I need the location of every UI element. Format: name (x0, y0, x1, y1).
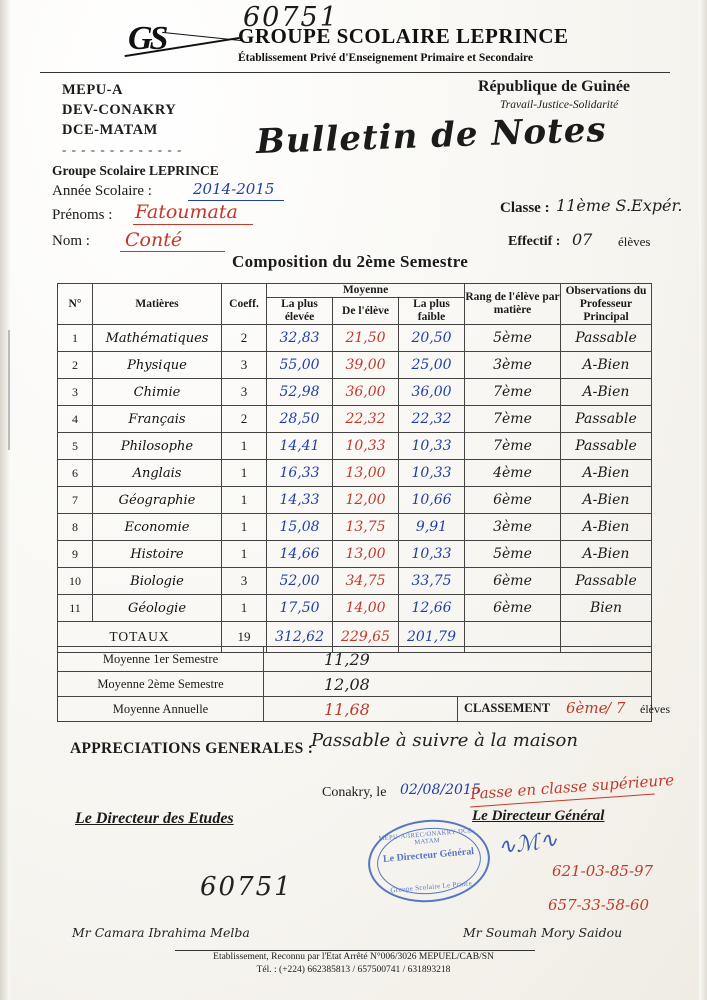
table-row (58, 568, 652, 595)
cell-coeff: 3 (222, 568, 267, 595)
effectif-value: 07 (572, 230, 593, 249)
cell-eleve: 39,00 (333, 352, 399, 379)
table-header-row (58, 284, 652, 298)
cell-basse: 9,91 (399, 514, 465, 541)
cell-no: 8 (58, 514, 93, 541)
totaux-coeff: 19 (222, 622, 267, 653)
ministry-block (62, 80, 176, 140)
cell-coeff: 2 (222, 406, 267, 433)
table-row (58, 487, 652, 514)
cell-rang: 7ème (465, 379, 561, 406)
summary-table (57, 646, 670, 722)
cell-basse: 25,00 (399, 352, 465, 379)
cell-basse: 20,50 (399, 325, 465, 352)
totaux-label: TOTAUX (58, 622, 222, 653)
header-observations: Observations du Professeur Principal (561, 284, 652, 325)
cell-eleve: 12,00 (333, 487, 399, 514)
school-logo (128, 20, 240, 68)
cell-haute: 55,00 (267, 352, 333, 379)
cell-haute: 52,98 (267, 379, 333, 406)
cell-basse: 10,33 (399, 460, 465, 487)
cell-coeff: 1 (222, 541, 267, 568)
stamp-mid-text: Le Directeur Général (382, 846, 475, 865)
signatory-right-name: Mr Soumah Mory Saidou (463, 925, 623, 940)
devise-label: Travail-Justice-Solidarité (500, 99, 619, 111)
logo-text: GS (128, 20, 166, 57)
ministry-line-2: DEV-CONAKRY (62, 102, 177, 118)
cell-obs: A-Bien (561, 541, 652, 568)
cell-obs: Passable (561, 325, 652, 352)
appreciations-label: APPRECIATIONS GENERALES : (70, 740, 314, 757)
cell-no: 11 (58, 595, 93, 622)
cell-no: 10 (58, 568, 93, 595)
cell-no: 6 (58, 460, 93, 487)
footer-divider (175, 950, 535, 951)
cell-no: 5 (58, 433, 93, 460)
cell-obs: Passable (561, 406, 652, 433)
cell-basse: 33,75 (399, 568, 465, 595)
header-de-eleve: De l'élève (333, 298, 399, 325)
cell-rang: 7ème (465, 433, 561, 460)
nom-value: Conté (125, 229, 183, 251)
prenoms-label: Prénoms : (52, 207, 113, 223)
official-stamp (365, 815, 494, 907)
cell-haute: 14,41 (267, 433, 333, 460)
cell-eleve: 22,32 (333, 406, 399, 433)
moy1-value: 11,29 (264, 647, 652, 672)
dashed-divider: - - - - - - - - - - - - - (62, 142, 183, 157)
phone-number-2: 657-33-58-60 (548, 896, 650, 914)
table-row (58, 325, 652, 352)
header-divider (40, 72, 670, 73)
cell-coeff: 1 (222, 460, 267, 487)
classement-label: CLASSEMENT (464, 701, 551, 715)
cell-obs: A-Bien (561, 514, 652, 541)
header-rang: Rang de l'élève par matière (465, 284, 561, 325)
header-no: N° (58, 284, 93, 325)
prenoms-value: Fatoumata (135, 201, 238, 223)
prenoms-underline (133, 224, 253, 225)
cell-eleve: 13,75 (333, 514, 399, 541)
cell-basse: 10,66 (399, 487, 465, 514)
moy-annuelle-label: Moyenne Annuelle (58, 697, 264, 722)
cell-rang: 4ème (465, 460, 561, 487)
cell-coeff: 3 (222, 379, 267, 406)
header-moyenne: Moyenne (267, 284, 465, 298)
cell-eleve: 13,00 (333, 460, 399, 487)
logo-slash2-icon (162, 32, 242, 41)
page-edge-right (699, 0, 707, 1000)
conakry-label: Conakry, le (322, 785, 387, 800)
cell-coeff: 1 (222, 514, 267, 541)
passe-note: Passe en classe supérieure (469, 770, 675, 804)
cell-rang: 7ème (465, 406, 561, 433)
page-edge-left (0, 0, 10, 1000)
cell-matiere: Physique (93, 352, 222, 379)
cell-no: 1 (58, 325, 93, 352)
directeur-general-label: Le Directeur Général (472, 808, 605, 824)
moy2-value: 12,08 (264, 672, 652, 697)
cell-rang: 5ème (465, 325, 561, 352)
table-row (58, 595, 652, 622)
cell-haute: 28,50 (267, 406, 333, 433)
margin-mark (8, 330, 10, 450)
cell-eleve: 13,00 (333, 541, 399, 568)
cell-matiere: Chimie (93, 379, 222, 406)
grades-table (57, 283, 652, 653)
table-row (58, 379, 652, 406)
cell-obs: A-Bien (561, 487, 652, 514)
cell-no: 9 (58, 541, 93, 568)
cell-matiere: Philosophe (93, 433, 222, 460)
cell-matiere: Histoire (93, 541, 222, 568)
stamp-bottom-text: Groupe Scolaire Le Prince (390, 879, 473, 895)
cell-basse: 36,00 (399, 379, 465, 406)
ministry-line-3: DCE-MATAM (62, 122, 158, 138)
nom-label: Nom : (52, 233, 90, 249)
cell-basse: 10,33 (399, 433, 465, 460)
signature-mark: ∿ℳ∿ (496, 827, 560, 861)
cell-rang: 6ème (465, 487, 561, 514)
cell-matiere: Biologie (93, 568, 222, 595)
cell-haute: 15,08 (267, 514, 333, 541)
cell-haute: 14,66 (267, 541, 333, 568)
document-id-top: 60751 (243, 2, 339, 33)
cell-obs: A-Bien (561, 352, 652, 379)
cell-no: 7 (58, 487, 93, 514)
cell-no: 3 (58, 379, 93, 406)
summary-row-annual (58, 697, 652, 722)
classement-value: 6ème (566, 699, 608, 717)
cell-eleve: 21,50 (333, 325, 399, 352)
cell-obs: A-Bien (561, 460, 652, 487)
classement-unit: élèves (640, 702, 670, 716)
cell-coeff: 1 (222, 487, 267, 514)
ministry-line-1: MEPU-A (62, 82, 123, 98)
directeur-etudes-label: Le Directeur des Etudes (75, 810, 234, 827)
document-id-bottom: 60751 (200, 872, 293, 902)
page-title: Bulletin de Notes (255, 109, 608, 163)
cell-eleve: 34,75 (333, 568, 399, 595)
summary-row-sem1 (58, 647, 652, 672)
classement-cell (458, 697, 670, 722)
table-row (58, 541, 652, 568)
totaux-haute: 312,62 (267, 622, 333, 653)
cell-obs: Passable (561, 433, 652, 460)
cell-no: 2 (58, 352, 93, 379)
cell-eleve: 36,00 (333, 379, 399, 406)
cell-haute: 32,83 (267, 325, 333, 352)
cell-obs: Bien (561, 595, 652, 622)
cell-haute: 16,33 (267, 460, 333, 487)
header-plus-elevee: La plus élevée (267, 298, 333, 325)
cell-rang: 6ème (465, 568, 561, 595)
classe-value: 11ème S.Expér. (556, 196, 683, 215)
footer-line-1: Etablissement, Reconnu par l'Etat Arrêté N°006/3026 MEPUEL/CAB/SN (213, 952, 494, 962)
cell-eleve: 10,33 (333, 433, 399, 460)
moy1-label: Moyenne 1er Semestre (58, 647, 264, 672)
totaux-basse: 201,79 (399, 622, 465, 653)
table-row (58, 514, 652, 541)
cell-coeff: 2 (222, 325, 267, 352)
cell-matiere: Français (93, 406, 222, 433)
table-row (58, 352, 652, 379)
header-coeff: Coeff. (222, 284, 267, 325)
cell-matiere: Géologie (93, 595, 222, 622)
moy-annuelle-value: 11,68 (264, 697, 458, 722)
header-plus-faible: La plus faible (399, 298, 465, 325)
cell-haute: 14,33 (267, 487, 333, 514)
school-line: Groupe Scolaire LEPRINCE (52, 163, 219, 178)
cell-basse: 22,32 (399, 406, 465, 433)
cell-matiere: Economie (93, 514, 222, 541)
cell-rang: 6ème (465, 595, 561, 622)
cell-haute: 52,00 (267, 568, 333, 595)
school-subtitle: Établissement Privé d'Enseignement Primaire et Secondaire (238, 52, 534, 64)
cell-rang: 3ème (465, 352, 561, 379)
cell-basse: 12,66 (399, 595, 465, 622)
effectif-label: Effectif : (508, 234, 561, 249)
cell-matiere: Anglais (93, 460, 222, 487)
footer-line-2: Tél. : (+224) 662385813 / 657500741 / 631893218 (256, 965, 451, 975)
summary-block (57, 646, 670, 722)
annee-label: Année Scolaire : (52, 183, 152, 199)
effectif-unit: élèves (618, 234, 651, 249)
table-row (58, 433, 652, 460)
composition-title: Composition du 2ème Semestre (232, 252, 469, 271)
cell-matiere: Mathématiques (93, 325, 222, 352)
cell-eleve: 14,00 (333, 595, 399, 622)
cell-rang: 3ème (465, 514, 561, 541)
republic-label: République de Guinée (478, 78, 631, 95)
nom-underline (120, 251, 225, 252)
phone-number-1: 621-03-85-97 (552, 862, 654, 880)
moy2-label: Moyenne 2ème Semestre (58, 672, 264, 697)
annee-value: 2014-2015 (193, 180, 275, 198)
school-name: GROUPE SCOLAIRE LEPRINCE (238, 24, 569, 48)
date-value: 02/08/2015 (400, 782, 481, 798)
table-row (58, 406, 652, 433)
signatory-left-name: Mr Camara Ibrahima Melba (72, 925, 250, 940)
cell-obs: Passable (561, 568, 652, 595)
cell-basse: 10,33 (399, 541, 465, 568)
stamp-top-text: MEPU-A/IREC/ONAKRY-DCE-MATAM (378, 826, 476, 847)
header-matieres: Matières (93, 284, 222, 325)
cell-rang: 5ème (465, 541, 561, 568)
cell-haute: 17,50 (267, 595, 333, 622)
cell-coeff: 1 (222, 595, 267, 622)
classement-sur: / 7 (606, 699, 626, 717)
summary-row-sem2 (58, 672, 652, 697)
cell-coeff: 3 (222, 352, 267, 379)
table-row (58, 460, 652, 487)
cell-coeff: 1 (222, 433, 267, 460)
cell-matiere: Géographie (93, 487, 222, 514)
totaux-eleve: 229,65 (333, 622, 399, 653)
appreciations-value: Passable à suivre à la maison (311, 730, 578, 751)
cell-obs: A-Bien (561, 379, 652, 406)
cell-no: 4 (58, 406, 93, 433)
classe-label: Classe : (500, 200, 550, 216)
